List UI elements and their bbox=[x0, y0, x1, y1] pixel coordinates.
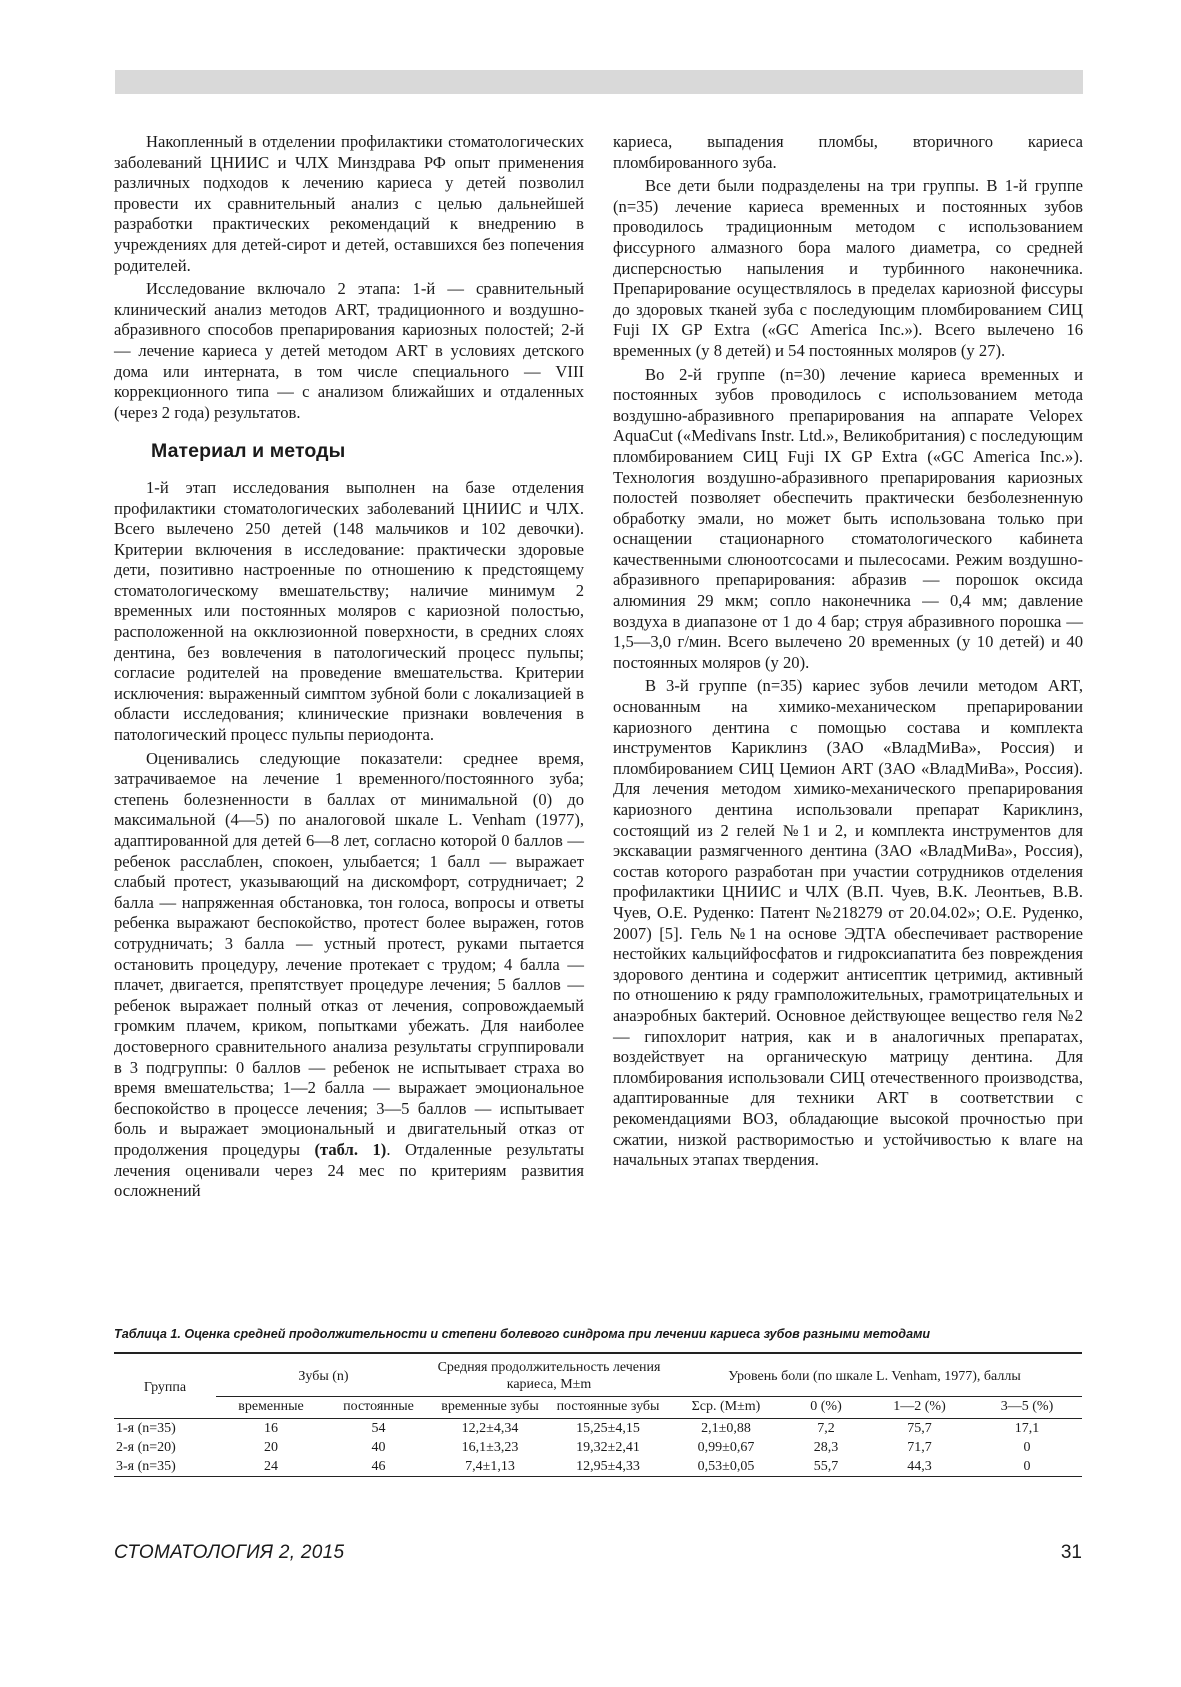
header-group: Группа bbox=[114, 1353, 216, 1419]
table-cell: 0 bbox=[1023, 1440, 1031, 1455]
table-cell: 0,53±0,05 bbox=[667, 1457, 785, 1477]
table-row bbox=[114, 1419, 1082, 1439]
header-bar bbox=[115, 70, 1083, 94]
table-cell: 71,7 bbox=[907, 1440, 932, 1455]
left-column bbox=[114, 132, 584, 1202]
table-cell: 7,4±1,13 bbox=[431, 1457, 549, 1477]
header-p0: 0 (%) bbox=[785, 1397, 867, 1419]
header-temporary: временные bbox=[216, 1397, 326, 1419]
table-cell: 28,3 bbox=[813, 1440, 839, 1455]
paragraph-text: Оценивались следующие показатели: среднее время, затрачиваемое на лечение 1 временного/постоянного зуба; степень болезненности в баллах от минимальной (0) до максимальной (4—5) по аналоговой шкале L. Venham (1977), адаптированной для детей 6—8 лет, согласно которой 0 баллов — ребенок расслаблен, спокоен, улыбается; 1 балл — выражает слабый протест, указывающий на дискомфорт, сотрудничает; 2 балла — напряженная обстановка, тон голоса, вопросы и ответы ребенка выражают беспокойство, протест более выражен, готов сотрудничать; 3 балла — устный протест, руками пытается остановить процедуру, лечение протекает с трудом; 4 балла — плачет, двигается, препятствует процедуре лечения; 5 баллов — ребенок выражает полный отказ от лечения, сопровождаемый громким плачем, криком, попытками убежать. Для наиболее достоверного сравнительного анализа результаты сгруппировали в 3 подгруппы: 0 баллов — ребенок не испытывает страха во время вмешательства; 1—2 балла — выражает эмоциональное беспокойство в процессе лечения; 3—5 баллов — испытывает боль и выражает эмоциональный и двигательный отказ от продолжения процедуры bbox=[114, 748, 584, 1159]
paragraph: Все дети были подразделены на три группы. В 1-й группе (n=35) лечение кариеса временных и постоянных зубов проводилось традиционным методом с использованием фиссурного алмазного бора малого диаметра, со средней дисперсностью напыления и турбинного наконечника. Препарирование осуществлялось в пределах кариозной фиссуры до здоровых тканей зуба с последующим пломбированием СИЦ Fuji IX GP Extra («GC America Inc.»). Всего вылечено 16 временных (у 8 детей) и 54 постоянных моляров (у 27). bbox=[613, 176, 1083, 360]
header-duration: Средняя продолжительность лечения кариеса, M±m bbox=[431, 1353, 667, 1397]
table-cell: 75,7 bbox=[907, 1421, 932, 1436]
table-caption-label: Таблица 1. bbox=[114, 1327, 181, 1341]
table-cell: 46 bbox=[326, 1457, 431, 1477]
header-teeth: Зубы (n) bbox=[216, 1353, 431, 1397]
paragraph: Исследование включало 2 этапа: 1-й — сравнительный клинический анализ методов ART, традиционного и воздушно-абразивного способов препарирования кариозных полостей; 2-й — лечение кариеса у детей методом ART в условиях детского дома или интерната, в том числе специального — VIII коррекционного типа — с анализом ближайших и отдаленных (через 2 года) результатов. bbox=[114, 279, 584, 422]
table-cell: 55,7 bbox=[785, 1457, 867, 1477]
paragraph bbox=[114, 749, 584, 1202]
table-caption-text: Оценка средней продолжительности и степени болевого синдрома при лечении кариеса зубов разными методами bbox=[180, 1327, 931, 1341]
header-permanent-teeth: постоянные зубы bbox=[549, 1397, 667, 1419]
paragraph: Накопленный в отделении профилактики стоматологических заболеваний ЦНИИС и ЧЛХ Минздрава РФ опыт применения различных подходов к лечению кариеса у детей позволил провести их сравнительный анализ с целью дальнейшей разработки практических рекомендаций к внедрению в учреждениях для детей-сирот и детей, оставшихся без попечения родителей. bbox=[114, 132, 584, 275]
paragraph-text: . Отдаленные результаты лечения оценивали через 24 мес по критериям развития осложнений bbox=[114, 1139, 584, 1201]
results-table bbox=[114, 1352, 1082, 1477]
table-reference: (табл. 1) bbox=[314, 1139, 387, 1159]
table-cell: 0 bbox=[972, 1457, 1082, 1477]
header-permanent: постоянные bbox=[326, 1397, 431, 1419]
header-mean: Σср. (M±m) bbox=[667, 1397, 785, 1419]
paragraph: кариеса, выпадения пломбы, вторичного кариеса пломбированного зуба. bbox=[613, 132, 1083, 172]
table-cell: 0,99±0,67 bbox=[697, 1440, 755, 1455]
paragraph: 1-й этап исследования выполнен на базе отделения профилактики стоматологических заболеваний ЦНИИС и ЧЛХ. Всего вылечено 250 детей (148 мальчиков и 102 девочки). Критерии включения в исследование: практически здоровые дети, позитивно настроенные по отношению к предстоящему стоматологическому вмешательству; наличие минимум 2 временных или постоянных моляров с кариозной полостью, расположенной на окклюзионной поверхности, в средних слоях дентина, без вовлечения в патологический процесс пульпы; согласие родителей на проведение вмешательства. Критерии исключения: выраженный симптом зубной боли с локализацией в области исследования; клинические признаки вовлечения в патологический процесс пульпы периодонта. bbox=[114, 477, 584, 745]
right-column bbox=[613, 132, 1083, 1171]
paragraph: В 3-й группе (n=35) кариес зубов лечили методом ART, основанным на химико-механическом препарировании кариозного дентина с помощью состава и комплекта инструментов Кариклинз (ЗАО «ВладМиВа», Россия) и пломбированием СИЦ Цемион ART (ЗАО «ВладМиВа», Россия). Для лечения методом химико-механического препарирования кариозного дентина использовали препарат Кариклинз, состоящий из 2 гелей №1 и 2, и комплекта инструментов для экскавации размягченного дентина (ЗАО «ВладМиВа», Россия), состав которого разработан при участии сотрудников отделения профилактики ЦНИИС и ЧЛХ (В.П. Чуев, В.К. Леонтьев, В.В. Чуев, О.Е. Руденко: Патент №218279 от 20.04.02»; О.Е. Руденко, 2007) [5]. Гель №1 на основе ЭДТА обеспечивает растворение нестойких кальцийфосфатов и гидроксиапатита без повреждения здорового дентина и содержит антисептик цетримид, активный по отношению к ряду грамположительных, грамотрицательных и анаэробных бактерий. Основное действующее вещество геля №2 — гипохлорит натрия, как и в аналогичных препаратах, воздействует на органическую матрицу дентина. Для пломбирования использовали СИЦ отечественного производства, адаптированные для техники ART в соответствии с рекомендациями ВОЗ, обладающие высокой прочностью при сжатии, низкой растворимостью и устойчивостью к влаге на начальных этапах твердения. bbox=[613, 676, 1083, 1170]
table-cell: 24 bbox=[216, 1457, 326, 1477]
table-cell: 16,1±3,23 bbox=[461, 1440, 519, 1455]
table-cell: 20 bbox=[264, 1440, 278, 1455]
table-cell: 2,1±0,88 bbox=[701, 1421, 751, 1436]
table-cell: 3-я (n=35) bbox=[114, 1457, 216, 1477]
table-cell: 16 bbox=[264, 1421, 278, 1436]
table-caption bbox=[114, 1327, 1082, 1341]
table-cell: 15,25±4,15 bbox=[576, 1421, 640, 1436]
table-cell: 19,32±2,41 bbox=[576, 1440, 640, 1455]
table-cell: 40 bbox=[371, 1440, 386, 1455]
header-p12: 1—2 (%) bbox=[867, 1397, 972, 1419]
header-p35: 3—5 (%) bbox=[972, 1397, 1082, 1419]
paragraph: Во 2-й группе (n=30) лечение кариеса временных и постоянных зубов проводилось с использованием метода воздушно-абразивного препарирования на аппарате Velopex AquaCut («Medivans Instr. Ltd.», Великобритания) с последующим пломбированием СИЦ Fuji IX GP Extra («GC America Inc.»). Технология воздушно-абразивного препарирования кариозных полостей позволяет обеспечить практически безболезненную обработку эмали, но может быть использована только при оснащении стационарного стоматологического кабинета качественными слюноотсосами и пылесосами. Режим воздушно-абразивного препарирования: абразив — порошок оксида алюминия 29 мкм; сопло наконечника — 0,4 мм; давление воздуха в диапазоне от 1 до 4 бар; струя абразивного порошка — 1,5—3,0 г/мин. Всего вылечено 20 временных (у 10 детей) и 40 постоянных моляров (у 20). bbox=[613, 364, 1083, 672]
table-cell: 54 bbox=[371, 1421, 386, 1436]
header-pain: Уровень боли (по шкале L. Venham, 1977), баллы bbox=[667, 1353, 1082, 1397]
table-row bbox=[114, 1438, 1082, 1457]
table-cell: 44,3 bbox=[867, 1457, 972, 1477]
table-cell: 1-я (n=35) bbox=[116, 1421, 176, 1436]
table-cell: 12,2±4,34 bbox=[461, 1421, 519, 1436]
table-cell: 12,95±4,33 bbox=[549, 1457, 667, 1477]
table-row bbox=[114, 1457, 1082, 1477]
table-cell: 7,2 bbox=[817, 1421, 835, 1436]
table-cell: 17,1 bbox=[1014, 1421, 1040, 1436]
header-temporary-teeth: временные зубы bbox=[431, 1397, 549, 1419]
table-cell: 2-я (n=20) bbox=[116, 1440, 176, 1455]
section-heading: Материал и методы bbox=[151, 440, 346, 463]
page-number: 31 bbox=[1060, 1542, 1082, 1563]
journal-footer: СТОМАТОЛОГИЯ 2, 2015 bbox=[114, 1542, 345, 1563]
